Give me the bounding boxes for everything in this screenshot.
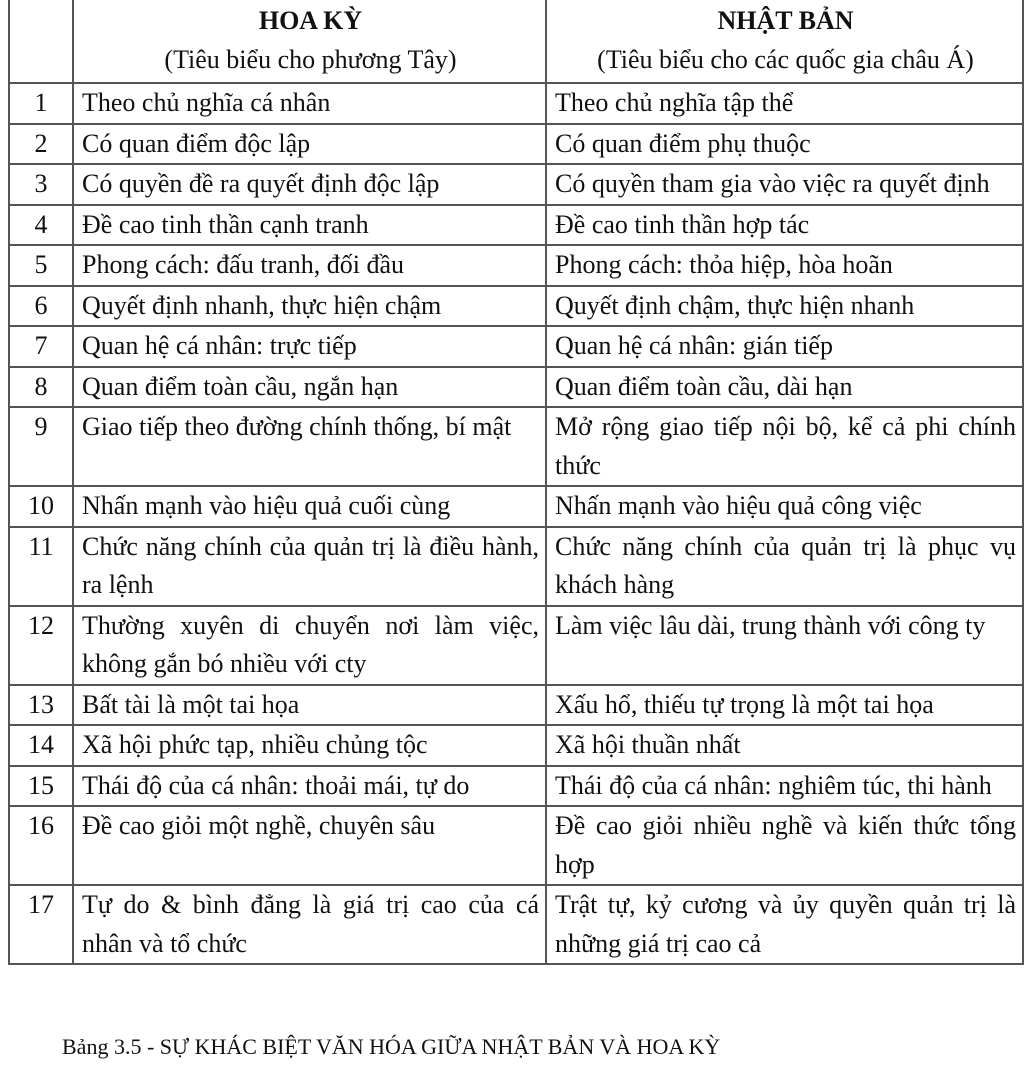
table-row — [9, 606, 1023, 685]
table-row — [9, 685, 1023, 726]
row-number: 6 — [9, 286, 73, 327]
header-japan — [546, 0, 1023, 83]
table-row — [9, 286, 1023, 327]
row-number: 1 — [9, 83, 73, 124]
japan-cell: Có quyền tham gia vào việc ra quyết định — [546, 164, 1023, 205]
table-row — [9, 486, 1023, 527]
table-row — [9, 527, 1023, 606]
us-cell: Có quyền đề ra quyết định độc lập — [73, 164, 546, 205]
table-row — [9, 124, 1023, 165]
japan-cell: Thái độ của cá nhân: nghiêm túc, thi hành — [546, 766, 1023, 807]
table-row — [9, 245, 1023, 286]
japan-cell: Chức năng chính của quản trị là phục vụ khách hàng — [546, 527, 1023, 606]
japan-cell: Mở rộng giao tiếp nội bộ, kể cả phi chính thức — [546, 407, 1023, 486]
us-cell: Nhấn mạnh vào hiệu quả cuối cùng — [73, 486, 546, 527]
row-number: 17 — [9, 885, 73, 964]
row-number: 2 — [9, 124, 73, 165]
us-cell: Tự do & bình đẳng là giá trị cao của cá nhân và tổ chức — [73, 885, 546, 964]
japan-cell: Quyết định chậm, thực hiện nhanh — [546, 286, 1023, 327]
row-number: 12 — [9, 606, 73, 685]
row-number: 7 — [9, 326, 73, 367]
japan-cell: Quan điểm toàn cầu, dài hạn — [546, 367, 1023, 408]
table-row — [9, 407, 1023, 486]
row-number: 3 — [9, 164, 73, 205]
us-cell: Giao tiếp theo đường chính thống, bí mật — [73, 407, 546, 486]
table-row — [9, 83, 1023, 124]
header-number-cell — [9, 0, 73, 83]
row-number: 11 — [9, 527, 73, 606]
japan-cell: Nhấn mạnh vào hiệu quả công việc — [546, 486, 1023, 527]
us-cell: Đề cao giỏi một nghề, chuyên sâu — [73, 806, 546, 885]
table-body — [9, 83, 1023, 964]
table-row — [9, 205, 1023, 246]
header-us — [73, 0, 546, 83]
japan-cell: Xấu hổ, thiếu tự trọng là một tai họa — [546, 685, 1023, 726]
table-row — [9, 766, 1023, 807]
japan-cell: Làm việc lâu dài, trung thành với công ty — [546, 606, 1023, 685]
us-cell: Quan hệ cá nhân: trực tiếp — [73, 326, 546, 367]
japan-cell: Phong cách: thỏa hiệp, hòa hoãn — [546, 245, 1023, 286]
header-us-title: HOA KỲ — [258, 6, 363, 35]
table-row — [9, 806, 1023, 885]
row-number: 10 — [9, 486, 73, 527]
japan-cell: Đề cao tinh thần hợp tác — [546, 205, 1023, 246]
header-us-subtitle: (Tiêu biểu cho phương Tây) — [164, 44, 457, 74]
us-cell: Theo chủ nghĩa cá nhân — [73, 83, 546, 124]
us-cell: Thái độ của cá nhân: thoải mái, tự do — [73, 766, 546, 807]
table-row — [9, 164, 1023, 205]
row-number: 4 — [9, 205, 73, 246]
japan-cell: Theo chủ nghĩa tập thể — [546, 83, 1023, 124]
row-number: 8 — [9, 367, 73, 408]
japan-cell: Đề cao giỏi nhiều nghề và kiến thức tổng hợp — [546, 806, 1023, 885]
header-row — [9, 0, 1023, 83]
us-cell: Quan điểm toàn cầu, ngắn hạn — [73, 367, 546, 408]
row-number: 5 — [9, 245, 73, 286]
row-number: 14 — [9, 725, 73, 766]
table-row — [9, 885, 1023, 964]
row-number: 13 — [9, 685, 73, 726]
us-cell: Bất tài là một tai họa — [73, 685, 546, 726]
table-row — [9, 367, 1023, 408]
us-cell: Thường xuyên di chuyển nơi làm việc, không gắn bó nhiều với cty — [73, 606, 546, 685]
japan-cell: Xã hội thuần nhất — [546, 725, 1023, 766]
japan-cell: Có quan điểm phụ thuộc — [546, 124, 1023, 165]
us-cell: Quyết định nhanh, thực hiện chậm — [73, 286, 546, 327]
row-number: 15 — [9, 766, 73, 807]
us-cell: Phong cách: đấu tranh, đối đầu — [73, 245, 546, 286]
us-cell: Chức năng chính của quản trị là điều hành, ra lệnh — [73, 527, 546, 606]
us-cell: Có quan điểm độc lập — [73, 124, 546, 165]
row-number: 16 — [9, 806, 73, 885]
table-row — [9, 326, 1023, 367]
table-row — [9, 725, 1023, 766]
row-number: 9 — [9, 407, 73, 486]
culture-comparison-table — [8, 0, 1024, 965]
header-japan-title: NHẬT BẢN — [717, 6, 854, 35]
japan-cell: Trật tự, kỷ cương và ủy quyền quản trị là những giá trị cao cả — [546, 885, 1023, 964]
japan-cell: Quan hệ cá nhân: gián tiếp — [546, 326, 1023, 367]
header-japan-subtitle: (Tiêu biểu cho các quốc gia châu Á) — [597, 44, 974, 74]
us-cell: Xã hội phức tạp, nhiều chủng tộc — [73, 725, 546, 766]
us-cell: Đề cao tinh thần cạnh tranh — [73, 205, 546, 246]
table-caption: Bảng 3.5 - SỰ KHÁC BIỆT VĂN HÓA GIỮA NHẬT BẢN VÀ HOA KỲ — [62, 1034, 721, 1059]
